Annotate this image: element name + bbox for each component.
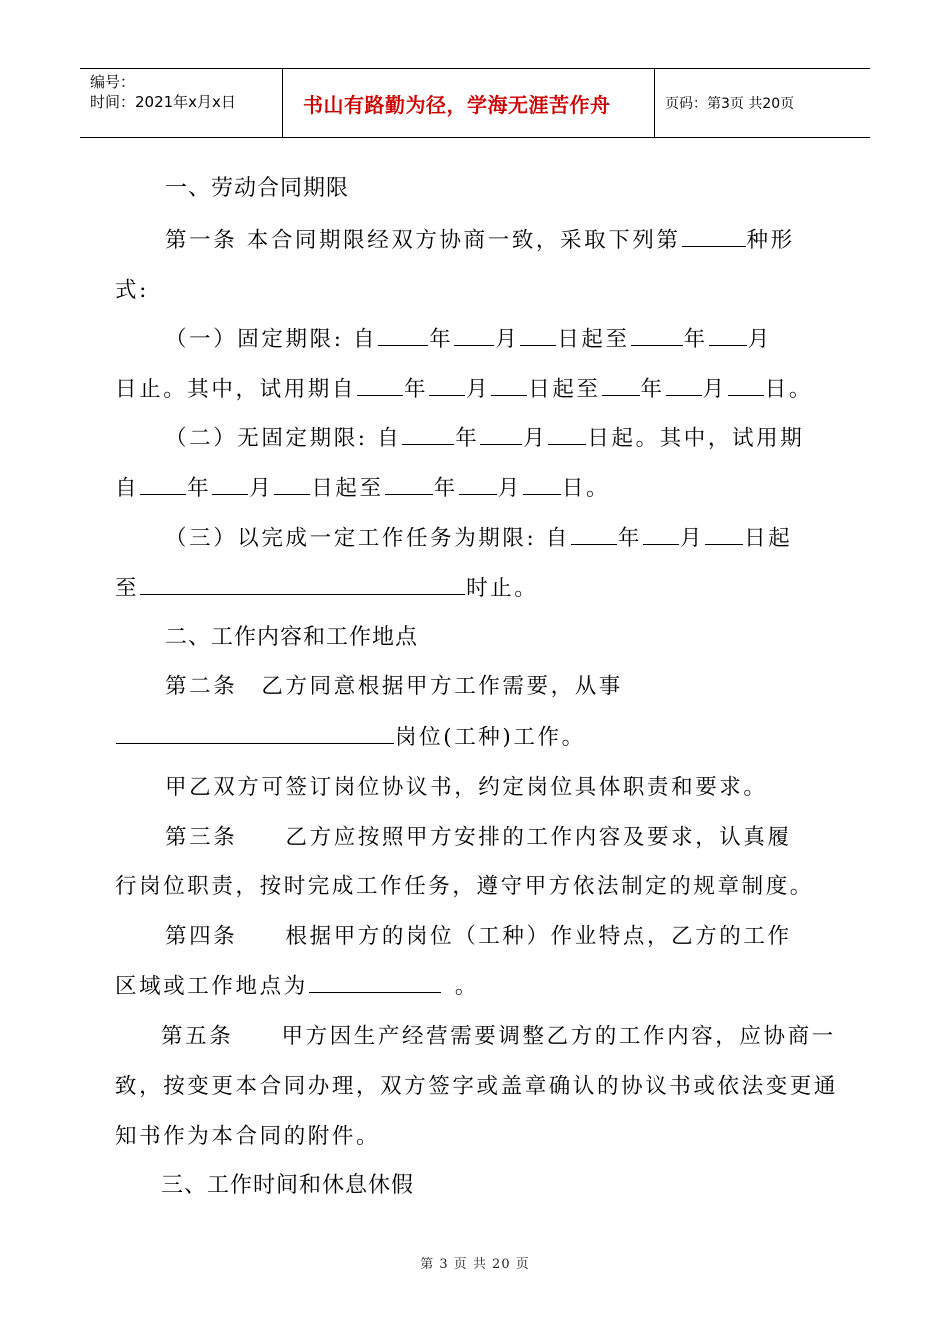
fill-blank xyxy=(643,524,679,545)
text: 年 xyxy=(640,377,665,402)
form-1-line-2 xyxy=(115,372,813,403)
page-header xyxy=(80,68,870,138)
fill-blank xyxy=(705,524,743,545)
document-time-label: 时间：2021年x月x日 xyxy=(90,93,236,111)
fill-blank xyxy=(631,325,683,346)
fill-blank xyxy=(666,375,702,396)
text: 月 xyxy=(249,476,274,501)
fill-blank xyxy=(571,524,617,545)
fill-blank xyxy=(728,375,764,396)
text: 种形 xyxy=(746,228,795,253)
article-5-line-2: 致，按变更本合同办理，双方签字或盖章确认的协议书或依法变更通 xyxy=(115,1074,839,1099)
form-3-line-2 xyxy=(115,571,538,602)
text: 月 xyxy=(702,377,727,402)
text: 月 xyxy=(497,476,522,501)
form-2-line-1 xyxy=(165,421,804,452)
text: （一）固定期限: 自 xyxy=(165,327,378,352)
article-2-line-2 xyxy=(115,720,586,751)
text: 自 xyxy=(115,476,140,501)
text: 年 xyxy=(433,476,458,501)
header-page-label: 页码：第3页 共20页 xyxy=(665,96,795,112)
fill-blank xyxy=(520,325,556,346)
text: 至 xyxy=(115,576,140,601)
form-1-line-1 xyxy=(165,322,772,353)
text: 。 xyxy=(454,974,479,999)
article-5-line-1: 第五条 甲方因生产经营需要调整乙方的工作内容，应协商一 xyxy=(161,1024,836,1049)
text: 年 xyxy=(683,327,708,352)
form-2-line-2 xyxy=(115,471,610,502)
article-4-line-2 xyxy=(115,969,479,1000)
fill-blank xyxy=(429,375,465,396)
text: 月 xyxy=(747,327,772,352)
text: （三）以完成一定工作任务为期限: 自 xyxy=(165,526,570,551)
text: 月 xyxy=(523,426,548,451)
fill-blank xyxy=(491,375,527,396)
article-1-line-1 xyxy=(165,223,795,254)
text: 年 xyxy=(455,426,480,451)
text: 年 xyxy=(617,526,642,551)
fill-blank xyxy=(140,474,186,495)
text: 年 xyxy=(187,476,212,501)
article-3-line-2: 行岗位职责，按时完成工作任务，遵守甲方依法制定的规章制度。 xyxy=(115,874,814,899)
article-4-line-1: 第四条 根据甲方的岗位（工种）作业特点，乙方的工作 xyxy=(165,924,792,949)
text: 日起至 xyxy=(311,476,384,501)
text: 第一条 本合同期限经双方协商一致，采取下列第 xyxy=(165,228,681,253)
text: 月 xyxy=(680,526,705,551)
fill-blank xyxy=(140,574,465,595)
text: 时止。 xyxy=(466,576,539,601)
fill-blank xyxy=(480,424,522,445)
text: 月 xyxy=(466,377,491,402)
text: 年 xyxy=(404,377,429,402)
text: 区域或工作地点为 xyxy=(115,974,308,999)
text: 日起 xyxy=(744,526,793,551)
fill-blank xyxy=(548,424,586,445)
text: 日。 xyxy=(561,476,611,501)
article-2-line-3: 甲乙双方可签订岗位协议书，约定岗位具体职责和要求。 xyxy=(165,775,768,800)
section-title: 二、工作内容和工作地点 xyxy=(165,625,419,650)
text: 日起至 xyxy=(557,327,630,352)
text: 日起。其中，试用期 xyxy=(587,426,805,451)
article-1-line-2: 式: xyxy=(115,278,149,303)
fill-blank xyxy=(385,474,433,495)
text: 日止。其中，试用期自 xyxy=(115,377,357,402)
document-number-label: 编号： xyxy=(90,73,136,91)
fill-blank xyxy=(274,474,310,495)
text: 日起至 xyxy=(528,377,601,402)
fill-blank xyxy=(682,226,746,247)
article-3-line-1: 第三条 乙方应按照甲方安排的工作内容及要求，认真履 xyxy=(165,825,792,850)
header-meta xyxy=(80,69,283,137)
fill-blank xyxy=(212,474,248,495)
fill-blank xyxy=(709,325,747,346)
fill-blank xyxy=(454,325,494,346)
text: 岗位(工种)工作。 xyxy=(395,725,586,750)
page-footer: 第 3 页 共 20 页 xyxy=(420,1257,530,1272)
fill-blank xyxy=(116,723,394,744)
article-2-line-1: 第二条 乙方同意根据甲方工作需要，从事 xyxy=(165,674,623,699)
text: 月 xyxy=(495,327,520,352)
fill-blank xyxy=(459,474,497,495)
fill-blank xyxy=(357,375,403,396)
fill-blank xyxy=(378,325,428,346)
header-motto: 书山有路勤为径，学海无涯苦作舟 xyxy=(283,69,655,137)
section-title: 一、劳动合同期限 xyxy=(165,176,350,201)
fill-blank xyxy=(309,972,441,993)
form-3-line-1 xyxy=(165,521,792,552)
fill-blank xyxy=(402,424,454,445)
fill-blank xyxy=(602,375,640,396)
article-5-line-3: 知书作为本合同的附件。 xyxy=(115,1124,381,1149)
text: 年 xyxy=(429,327,454,352)
section-title: 三、工作时间和休息休假 xyxy=(161,1173,415,1198)
text: 日。 xyxy=(764,377,813,402)
fill-blank xyxy=(523,474,561,495)
text: （二）无固定期限: 自 xyxy=(165,426,402,451)
